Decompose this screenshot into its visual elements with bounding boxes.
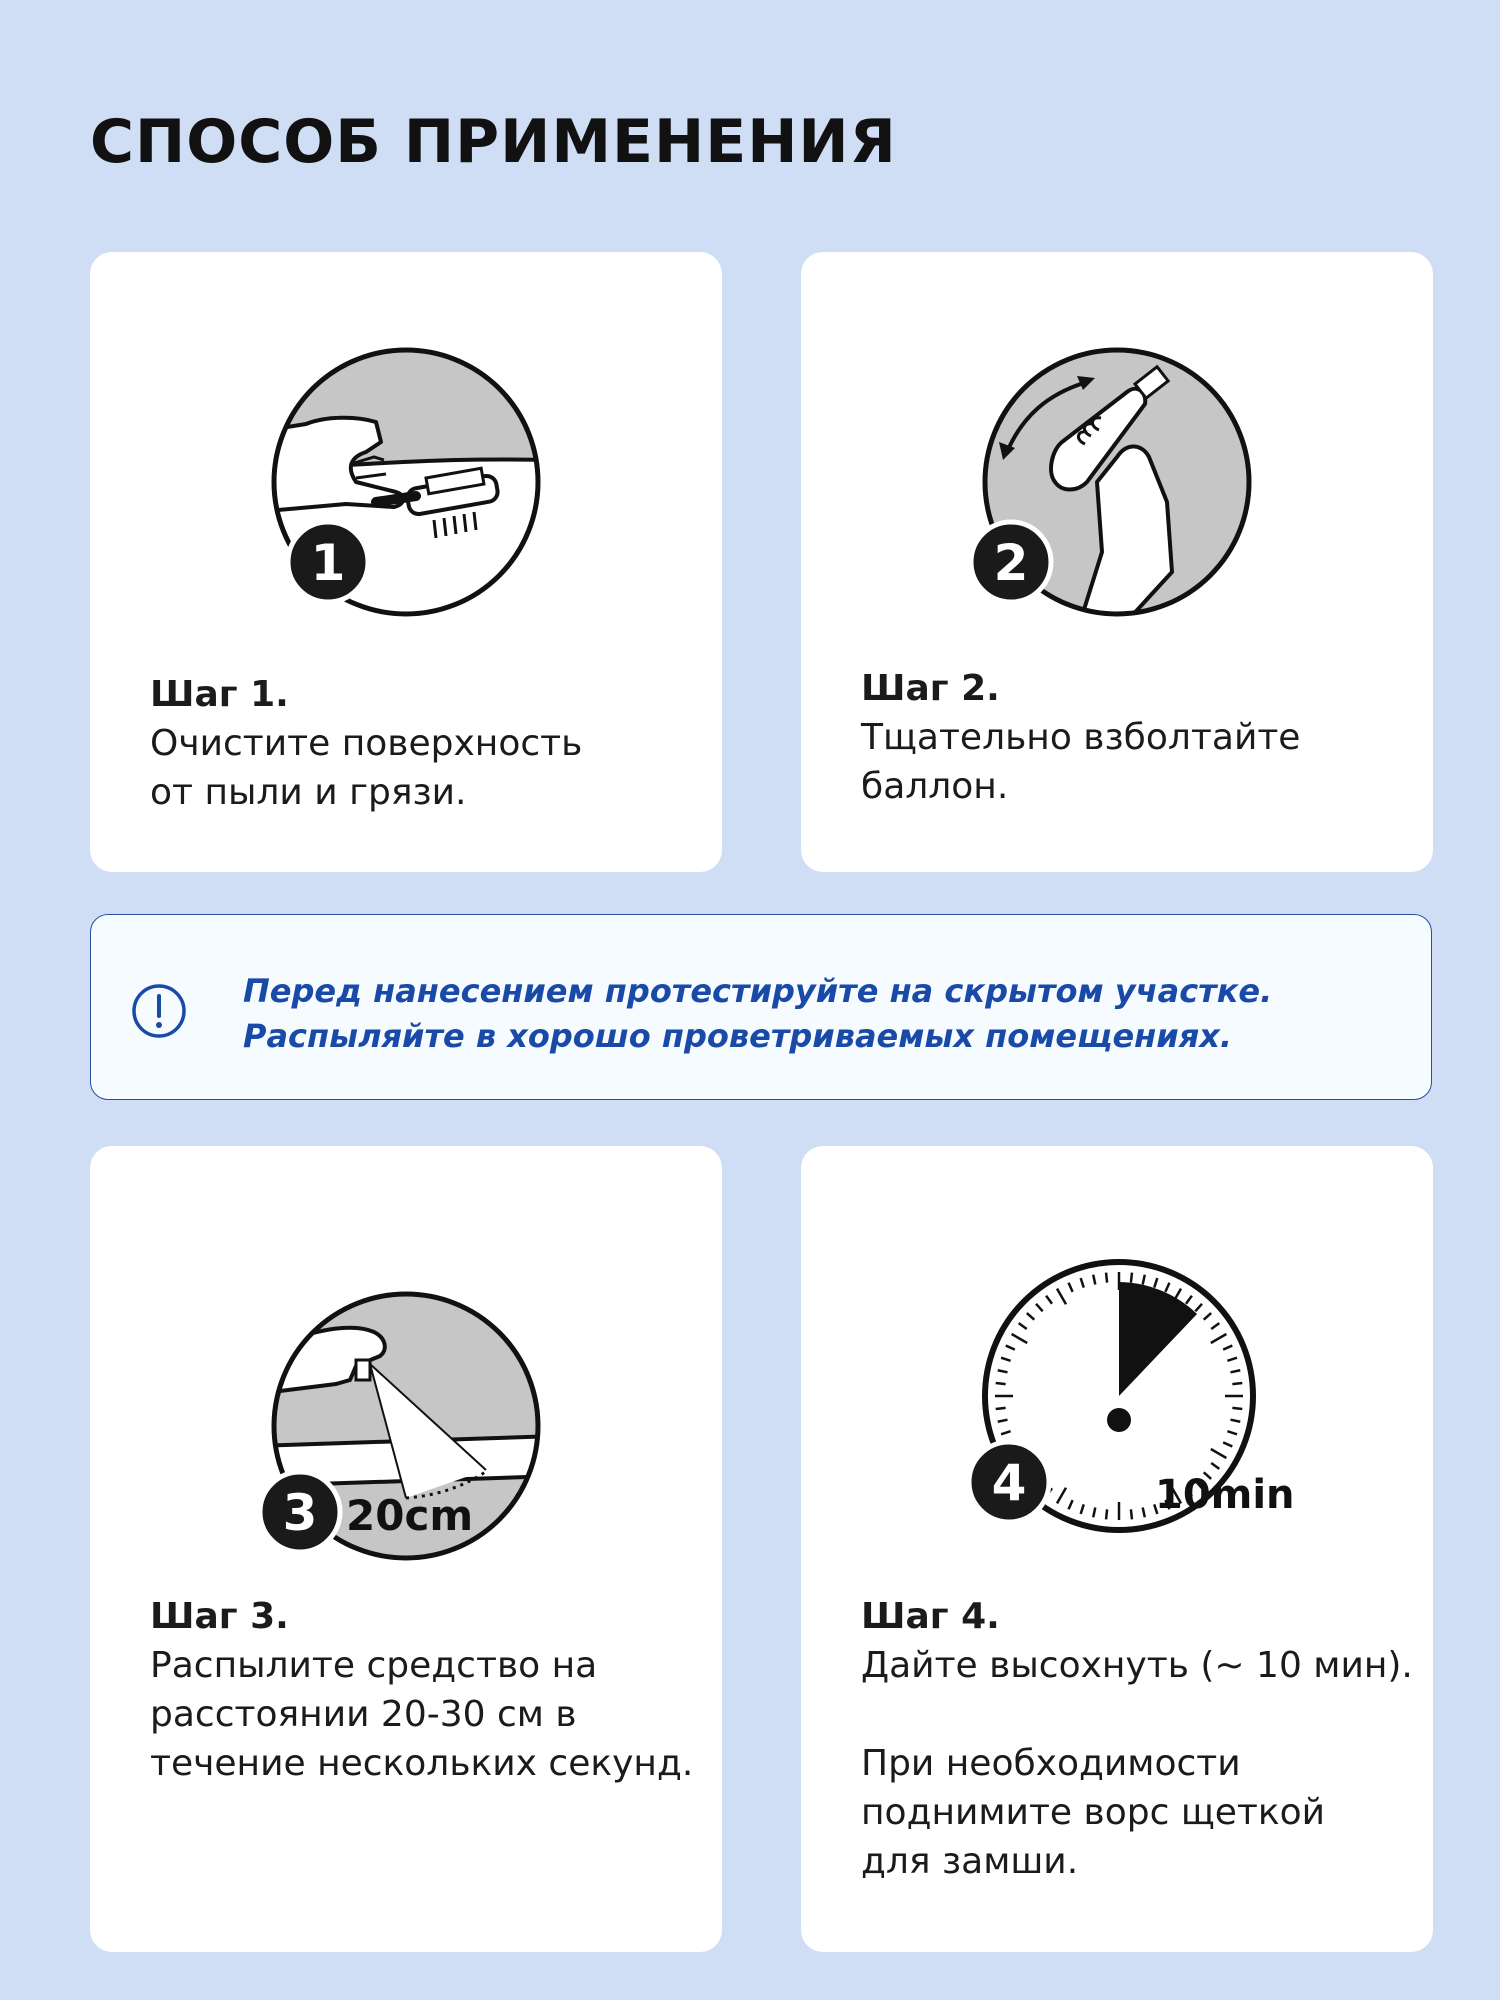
step-1-text: Очистите поверхность от пыли и грязи. bbox=[150, 723, 583, 813]
shake-spray-can-icon bbox=[967, 332, 1267, 632]
page-title: СПОСОБ ПРИМЕНЕНИЯ bbox=[90, 107, 897, 177]
stopwatch-icon bbox=[969, 1246, 1295, 1546]
step-card-1 bbox=[90, 252, 722, 872]
svg-text:4: 4 bbox=[991, 1454, 1027, 1512]
step-2-text: Тщательно взболтайте баллон. bbox=[861, 717, 1301, 807]
notice-line-1: Перед нанесением протестируйте на скрытом участке. bbox=[243, 972, 1273, 1010]
svg-text:1: 1 bbox=[310, 534, 346, 592]
stopwatch-tick bbox=[1232, 1408, 1242, 1409]
step-2-heading: Шаг 2. bbox=[861, 668, 1000, 709]
stopwatch-tick bbox=[1232, 1383, 1242, 1384]
step-card-3 bbox=[90, 1146, 722, 1952]
stopwatch-tick bbox=[996, 1408, 1006, 1409]
stopwatch-tick bbox=[1131, 1509, 1132, 1519]
svg-text:2: 2 bbox=[993, 534, 1029, 592]
stopwatch-tick bbox=[1131, 1273, 1132, 1283]
step-card-2 bbox=[801, 252, 1433, 872]
step-3-text: Распылите средство на расстоянии 20-30 см в течение нескольких секунд. bbox=[150, 1645, 694, 1784]
spray-distance-icon bbox=[256, 1276, 576, 1576]
svg-text:10min: 10min bbox=[1155, 1472, 1295, 1518]
safety-notice bbox=[90, 914, 1432, 1100]
svg-text:20cm: 20cm bbox=[346, 1491, 474, 1540]
step-4-text: Дайте высохнуть (~ 10 мин). При необходимости поднимите ворс щеткой для замши. bbox=[861, 1645, 1413, 1882]
stopwatch-tick bbox=[1106, 1509, 1107, 1519]
brush-cleaning-icon bbox=[256, 332, 556, 632]
exclamation-circle-icon bbox=[131, 983, 187, 1039]
stopwatch-tick bbox=[1106, 1273, 1107, 1283]
notice-line-2: Распыляйте в хорошо проветриваемых помещениях. bbox=[243, 1017, 1233, 1055]
step-1-heading: Шаг 1. bbox=[150, 674, 289, 715]
step-4-heading: Шаг 4. bbox=[861, 1596, 1000, 1637]
step-card-4 bbox=[801, 1146, 1433, 1952]
svg-text:3: 3 bbox=[282, 1484, 318, 1542]
step-3-heading: Шаг 3. bbox=[150, 1596, 289, 1637]
stopwatch-tick bbox=[996, 1383, 1006, 1384]
